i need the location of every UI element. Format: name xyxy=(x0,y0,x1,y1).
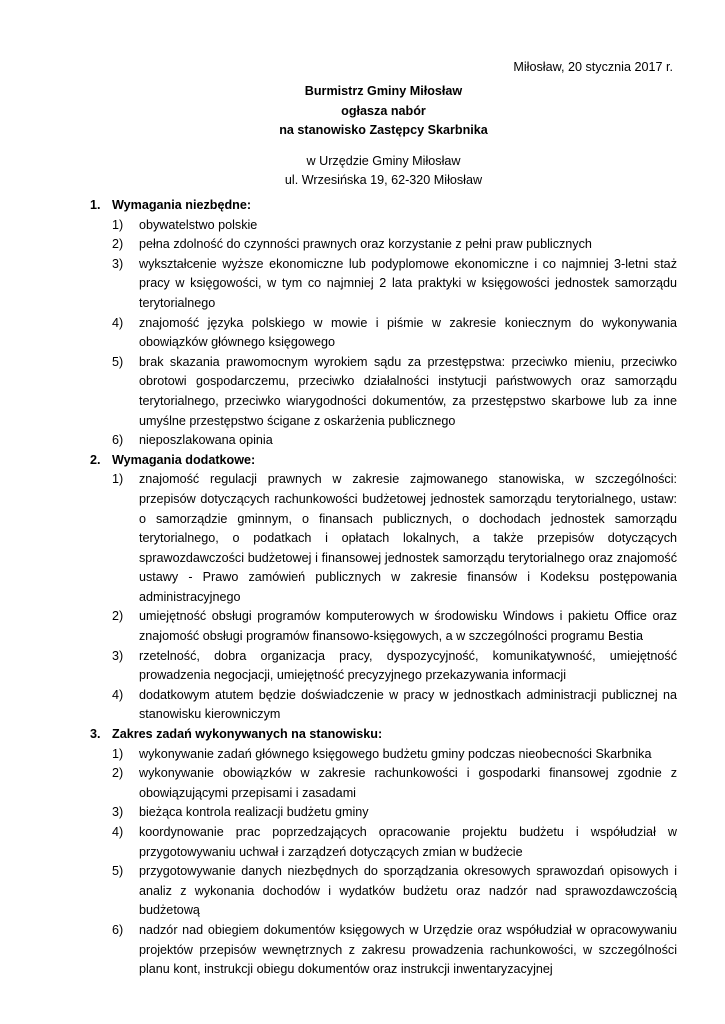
item-number: 2) xyxy=(112,766,124,781)
item-text: brak skazania prawomocnym wyrokiem sądu za przestępstwa: przeciwko mieniu, przeciwko obrotowi gospodarczemu, przeciwko działalności instytucji państwowych oraz samorządu terytorialnego, przeciwko wiarygodności dokumentów, za przestępstwo skarbowe lub za inne umyślne przestępstwo ścigane z oskarżenia publicznego xyxy=(139,354,677,428)
item-number: 4) xyxy=(112,315,124,330)
section-number: 3. xyxy=(90,727,101,742)
item-number: 3) xyxy=(112,648,124,663)
item-number: 2) xyxy=(112,609,124,624)
header-announcement: ogłasza nabór xyxy=(341,103,426,118)
header-gap xyxy=(90,141,677,152)
list-item xyxy=(112,823,677,862)
item-text: nieposzlakowana opinia xyxy=(139,433,273,448)
list-item xyxy=(112,607,677,646)
item-number: 5) xyxy=(112,864,124,879)
section-heading xyxy=(90,196,677,216)
item-text: wykształcenie wyższe ekonomiczne lub podyplomowe ekonomiczne i co najmniej 3-letni staż pracy w księgowości, w tym co najmniej 2 lata praktyki w księgowości jednostek samorządu terytorialnego xyxy=(139,256,677,310)
list-item xyxy=(112,470,677,607)
item-number: 6) xyxy=(112,433,124,448)
item-number: 1) xyxy=(112,746,124,761)
item-number: 4) xyxy=(112,825,124,839)
item-number: 2) xyxy=(112,237,124,252)
section-heading xyxy=(90,451,677,471)
section-title: Zakres zadań wykonywanych na stanowisku: xyxy=(112,727,383,742)
list-item xyxy=(112,353,677,431)
section-title: Wymagania dodatkowe: xyxy=(112,452,256,467)
item-text: rzetelność, dobra organizacja pracy, dyspozycyjność, komunikatywność, umiejętność prowadzenia negocjacji, umiejętność precyzyjnego przekazywania informacji xyxy=(139,648,677,683)
item-text: przygotowywanie danych niezbędnych do sporządzania okresowych sprawozdań opisowych i analiz z wykonania dochodów i wydatków budżetu oraz nadzór nad sprawozdawczością budżetową xyxy=(139,864,677,918)
section-title: Wymagania niezbędne: xyxy=(112,198,252,212)
item-number: 1) xyxy=(112,217,124,232)
item-text: dodatkowym atutem będzie doświadczenie w pracy w jednostkach administracji publicznej na stanowisku kierowniczym xyxy=(139,687,677,722)
item-text: pełna zdolność do czynności prawnych oraz korzystanie z pełni praw publicznych xyxy=(139,237,592,252)
item-text: znajomość języka polskiego w mowie i piśmie w zakresie koniecznym do wykonywania obowiązków głównego księgowego xyxy=(139,315,677,350)
list-item xyxy=(112,686,677,725)
item-number: 4) xyxy=(112,687,124,702)
item-text: znajomość regulacji prawnych w zakresie zajmowanego stanowiska, w szczególności: przepisów dotyczących rachunkowości budżetowej jednostek samorządu terytorialnego, ustaw: o samorządzie gminnym, o finansach publicznych, o dochodach jednostek samorządu terytorialnego, o podatkach i opłatach lokalnych, a także przepisów dotyczących sprawozdawczości budżetowej i finansowej jednostek samorządu terytorialnego oraz znajomość ustawy - Prawo zamówień publicznych w zakresie finansów i Kodeksu postępowania administracyjnego xyxy=(139,472,677,604)
header-issuer: Burmistrz Gminy Miłosław xyxy=(304,84,463,98)
date-line: Miłosław, 20 stycznia 2017 r. xyxy=(513,60,673,74)
list-item xyxy=(112,431,677,451)
item-text: bieżąca kontrola realizacji budżetu gminy xyxy=(139,805,369,820)
list-item xyxy=(112,764,677,803)
item-text: nadzór nad obiegiem dokumentów księgowych w Urzędzie oraz współudział w opracowywaniu projektów przepisów wewnętrznych z zakresu prowadzenia rachunkowości, w szczególności planu kont, instrukcji obiegu dokumentów oraz instrukcji inwentaryzacyjnej xyxy=(139,922,677,977)
list-item xyxy=(112,235,677,255)
section-required xyxy=(90,196,677,451)
item-number: 6) xyxy=(112,922,124,937)
header-office: w Urzędzie Gminy Miłosław xyxy=(306,153,461,168)
item-text: wykonywanie obowiązków w zakresie rachunkowości i gospodarki finansowej zgodnie z obowiązującymi przepisami i zasadami xyxy=(139,766,677,800)
list-item xyxy=(112,314,677,353)
list-item xyxy=(112,647,677,686)
item-number: 3) xyxy=(112,805,124,820)
section-duties xyxy=(90,725,677,980)
list-item xyxy=(112,803,677,823)
section-additional xyxy=(90,451,677,725)
list-item xyxy=(112,921,677,980)
item-text: koordynowanie prac poprzedzających opracowanie projektu budżetu i współudział w przygotowywaniu uchwał i zarządzeń dotyczących zmian w budżecie xyxy=(139,825,677,859)
section-number: 2. xyxy=(90,452,101,467)
requirements-sections xyxy=(90,196,677,980)
header-address: ul. Wrzesińska 19, 62-320 Miłosław xyxy=(284,173,483,188)
section-heading xyxy=(90,725,677,745)
item-text: wykonywanie zadań głównego księgowego budżetu gminy podczas nieobecności Skarbnika xyxy=(139,746,652,761)
section-number: 1. xyxy=(90,198,101,212)
item-number: 3) xyxy=(112,256,124,271)
item-number: 5) xyxy=(112,354,124,369)
announcement-header xyxy=(90,82,677,191)
list-item xyxy=(112,255,677,314)
list-item xyxy=(112,216,677,236)
list-item xyxy=(112,862,677,921)
item-number: 1) xyxy=(112,472,124,487)
item-text: obywatelstwo polskie xyxy=(139,217,258,232)
header-position: na stanowisko Zastępcy Skarbnika xyxy=(279,123,488,138)
list-item xyxy=(112,745,677,765)
item-text: umiejętność obsługi programów komputerowych w środowisku Windows i pakietu Office oraz znajomość obsługi programów finansowo-księgowych, a w szczególności programu Bestia xyxy=(139,609,677,644)
